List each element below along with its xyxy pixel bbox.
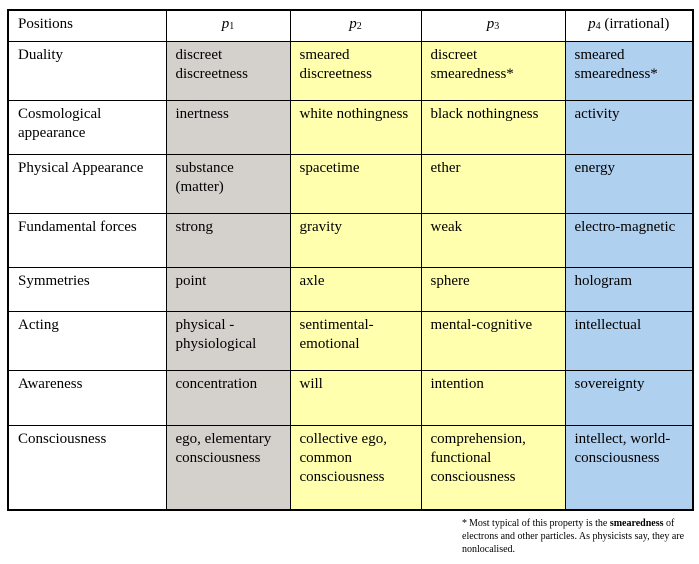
table-row bbox=[8, 214, 693, 268]
cell-p3: black nothingness bbox=[421, 101, 565, 155]
footnote-text-pre: Most typical of this property is the bbox=[469, 518, 610, 529]
footnote-text-bold: smearedness bbox=[609, 518, 664, 529]
cell-p2: axle bbox=[290, 268, 421, 312]
header-p2: p2 bbox=[290, 10, 421, 42]
cell-p2: spacetime bbox=[290, 155, 421, 214]
cell-p3: mental-cognitive bbox=[421, 312, 565, 371]
row-label: Fundamental forces bbox=[8, 214, 166, 268]
cell-p4: electro-magnetic bbox=[565, 214, 693, 268]
row-label: Consciousness bbox=[8, 426, 166, 510]
table-row bbox=[8, 371, 693, 426]
row-label: Awareness bbox=[8, 371, 166, 426]
table-row bbox=[8, 101, 693, 155]
row-label: Physical Appearance bbox=[8, 155, 166, 214]
header-p3: p3 bbox=[421, 10, 565, 42]
cell-p4: sovereignty bbox=[565, 371, 693, 426]
cell-p2: white nothingness bbox=[290, 101, 421, 155]
cell-p4: smeared smearedness* bbox=[565, 42, 693, 101]
cell-p1: strong bbox=[166, 214, 290, 268]
cell-p4: activity bbox=[565, 101, 693, 155]
cell-p4: intellectual bbox=[565, 312, 693, 371]
cell-p1: point bbox=[166, 268, 290, 312]
cell-p4: hologram bbox=[565, 268, 693, 312]
table-row bbox=[8, 42, 693, 101]
header-p4: p4 (irrational) bbox=[565, 10, 693, 42]
cell-p4: energy bbox=[565, 155, 693, 214]
positions-table bbox=[7, 9, 694, 511]
cell-p1: ego, elementary consciousness bbox=[166, 426, 290, 510]
cell-p1: physical - physiological bbox=[166, 312, 290, 371]
row-label: Symmetries bbox=[8, 268, 166, 312]
cell-p2: smeared discreetness bbox=[290, 42, 421, 101]
cell-p3: intention bbox=[421, 371, 565, 426]
cell-p2: collective ego, common consciousness bbox=[290, 426, 421, 510]
cell-p3: weak bbox=[421, 214, 565, 268]
table-row bbox=[8, 312, 693, 371]
table-row bbox=[8, 155, 693, 214]
row-label: Duality bbox=[8, 42, 166, 101]
table-row bbox=[8, 268, 693, 312]
cell-p1: discreet discreetness bbox=[166, 42, 290, 101]
footnote bbox=[462, 517, 692, 556]
cell-p2: gravity bbox=[290, 214, 421, 268]
cell-p3: sphere bbox=[421, 268, 565, 312]
header-row bbox=[8, 10, 693, 42]
cell-p1: inertness bbox=[166, 101, 290, 155]
cell-p4: intellect, world-consciousness bbox=[565, 426, 693, 510]
cell-p3: comprehension, functional consciousness bbox=[421, 426, 565, 510]
footnote-star: * bbox=[462, 518, 467, 529]
cell-p1: substance (matter) bbox=[166, 155, 290, 214]
row-label: Cosmological appearance bbox=[8, 101, 166, 155]
cell-p2: sentimental-emotional bbox=[290, 312, 421, 371]
footnote-text-post: of electrons and other particles. As physicists say, they are nonlocalised. bbox=[462, 518, 685, 555]
cell-p3: ether bbox=[421, 155, 565, 214]
cell-p1: concentration bbox=[166, 371, 290, 426]
cell-p3: discreet smearedness* bbox=[421, 42, 565, 101]
row-label: Acting bbox=[8, 312, 166, 371]
header-positions: Positions bbox=[8, 10, 166, 42]
table-row bbox=[8, 426, 693, 510]
header-p1: p1 bbox=[166, 10, 290, 42]
cell-p2: will bbox=[290, 371, 421, 426]
